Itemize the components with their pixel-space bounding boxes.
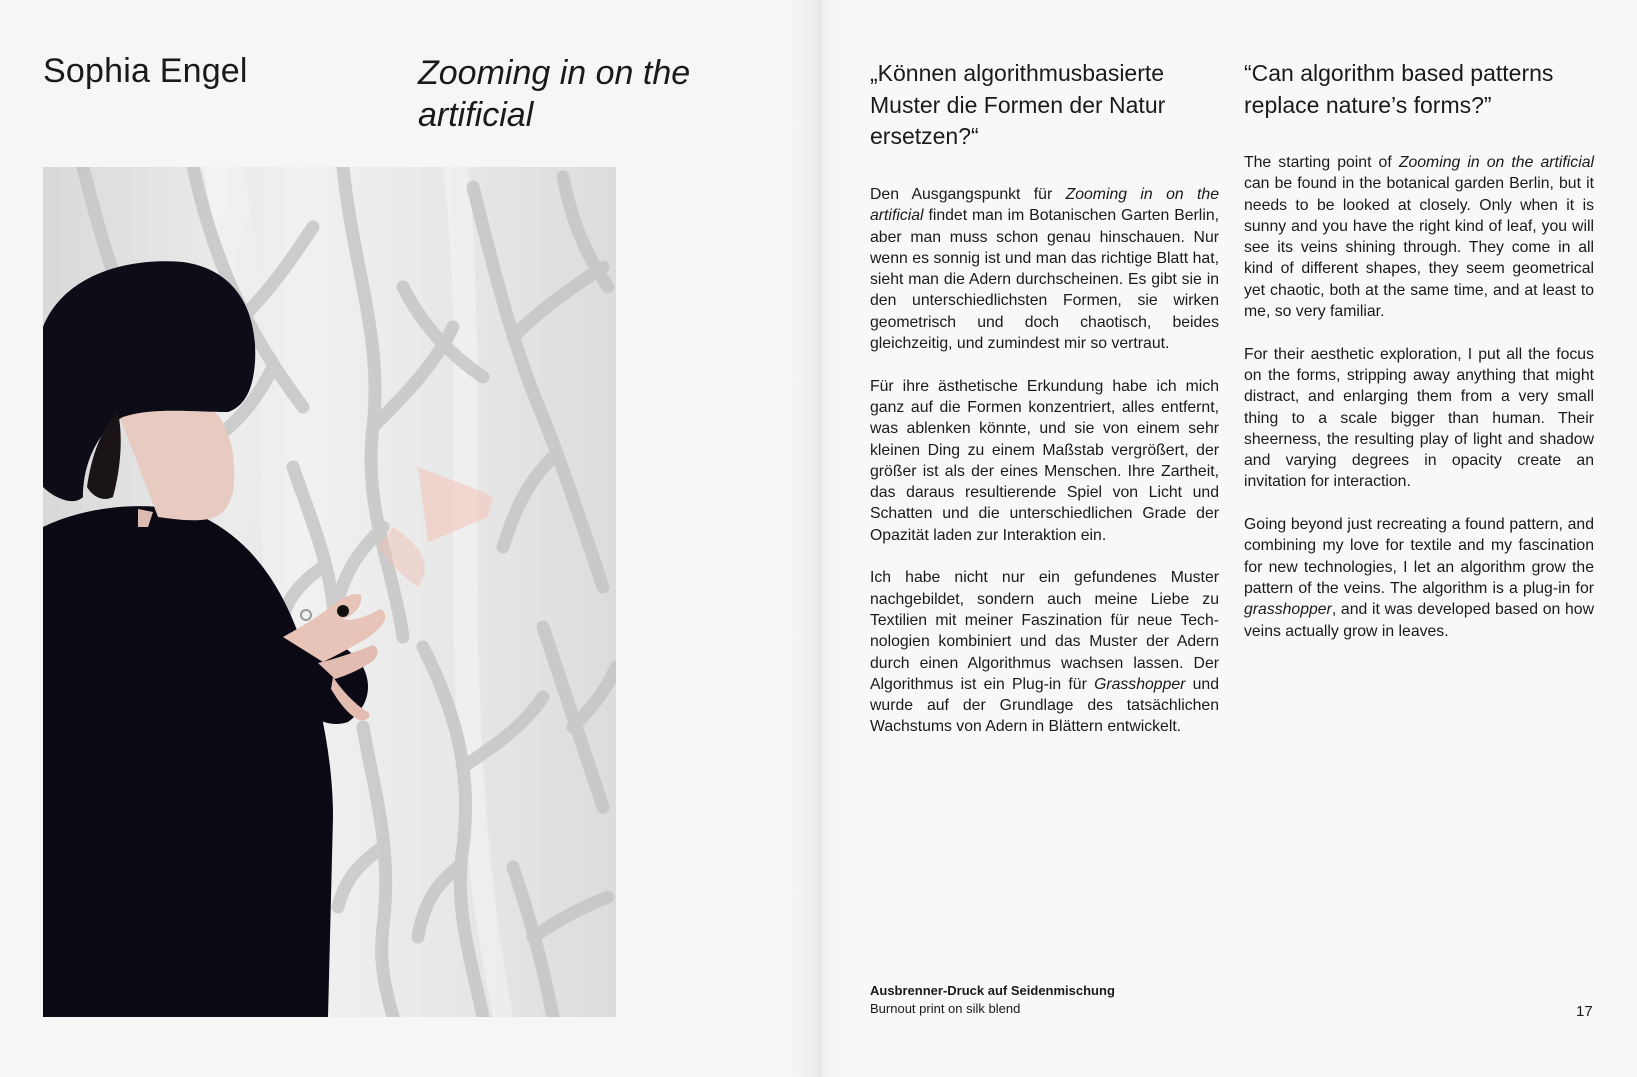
paragraph bbox=[870, 567, 1219, 737]
paragraph: For their aesthetic exploration, I put all the focus on the forms, stripping away anything that might distract, and enlarging them from a very small thing to a scale bigger than human. Their sheerness, the resulting play of light and shadow and varying degrees in opacity create an invitation for interaction. bbox=[1244, 345, 1594, 491]
italic-title: Zooming in on the artificial bbox=[1398, 154, 1594, 171]
body-text-english bbox=[1244, 152, 1594, 663]
book-gutter bbox=[790, 0, 850, 1077]
text-span: und wurde auf der Grundlage des tatsächlichen Wachstums von Adern in Blättern entwickelt. bbox=[870, 675, 1219, 736]
italic-software-name: grasshopper bbox=[1244, 601, 1332, 619]
page-number: 17 bbox=[1576, 1003, 1593, 1020]
artwork-photo bbox=[43, 167, 616, 1017]
text-span: findet man im Botanischen Garten Berlin, aber man muss schon genau hinschauen. Nur wenn es sonnig ist und man das richtige Blatt hat, sieht man die Adern durchscheinen. Es gibt sie in den unterschiedlichsten Formen, sie wirken geometrisch und doch chaotisch, beides gleichzeitig, und zumindest mir so vertraut. bbox=[870, 207, 1219, 353]
quote-english: “Can algorithm based patterns replace nature’s forms?” bbox=[1244, 60, 1554, 118]
text-span: Ich habe nicht nur ein gefundenes Muster nachgebildet, sondern auch meine Liebe zu Textilien mit meiner Faszination für neue Technologien kombiniert und das Muster der Adern durch einen Algorithmus wachsen lassen. Der Algorithmus ist ein Plug-in für bbox=[870, 569, 1219, 693]
text-span: Den Ausgangspunkt für bbox=[870, 186, 1066, 203]
italic-software-name: Grasshopper bbox=[1094, 675, 1186, 693]
paragraph bbox=[1244, 152, 1594, 322]
body-text-german bbox=[870, 184, 1219, 759]
paragraph bbox=[1244, 514, 1594, 642]
quote-german: „Können algorithmusbasierte Muster die Formen der Natur ersetzen?“ bbox=[870, 60, 1166, 149]
caption-german: Ausbrenner-Druck auf Seidenmischung bbox=[870, 983, 1115, 998]
project-title: Zooming in on the artificial bbox=[418, 54, 691, 134]
text-span: , and it was developed based on how veins actually grow in leaves. bbox=[1244, 601, 1594, 640]
author-name: Sophia Engel bbox=[43, 52, 248, 90]
italic-title: Zooming in on the artificial bbox=[870, 186, 1219, 225]
text-span: The starting point of bbox=[1244, 154, 1399, 171]
paragraph: Für ihre ästhetische Erkundung habe ich mich ganz auf die Formen konzentriert, alles entfernt, was ablenken könnte, und sie von einem sehr kleinen Ding zu einem Maßstab vergrößert, der größer ist als der eines Menschen. Ihre Zartheit, das daraus resultierende Spiel von Licht und Schatten und die unterschiedlichen Grade der Opazität laden zur Interaktion ein. bbox=[870, 377, 1219, 544]
image-caption bbox=[870, 982, 1115, 1018]
text-span: Going beyond just recreating a found pattern, and combining my love for textile and my fascination for new technologies, I let an algorithm grow the pattern of the veins. The algorithm is a plug-in for bbox=[1244, 516, 1594, 597]
text-span: can be found in the botanical garden Berlin, but it needs to be looked at closely. Only when it is sunny and you have the right kind of leaf, you will see its veins shining through. They come in all kind of different shapes, they seem geometrical yet chaotic, both at the same time, and at least to me, so very familiar. bbox=[1244, 175, 1594, 321]
caption-english: Burnout print on silk blend bbox=[870, 1001, 1021, 1016]
paragraph bbox=[870, 184, 1219, 354]
